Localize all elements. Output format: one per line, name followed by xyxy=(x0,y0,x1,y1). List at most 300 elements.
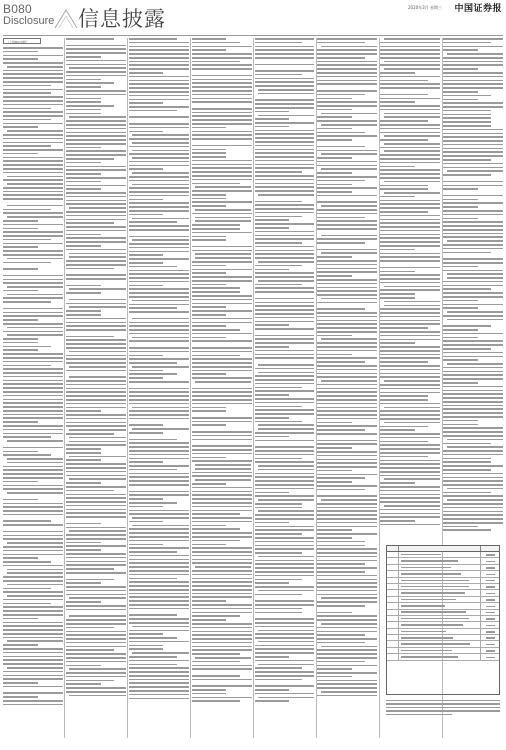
text-line xyxy=(66,494,126,496)
text-line xyxy=(443,511,503,513)
text-line xyxy=(3,633,63,635)
text-line xyxy=(3,220,38,222)
text-line xyxy=(317,575,377,577)
text-line xyxy=(129,187,189,189)
text-line xyxy=(69,366,125,368)
table-cell-text xyxy=(401,554,441,556)
text-line xyxy=(192,370,252,372)
text-line xyxy=(192,138,252,140)
text-line xyxy=(192,123,252,125)
text-line xyxy=(255,342,315,344)
text-line xyxy=(192,604,252,606)
text-line xyxy=(321,205,377,207)
text-line xyxy=(443,288,491,290)
text-line xyxy=(255,503,303,505)
text-line xyxy=(192,487,252,489)
text-line xyxy=(255,594,303,596)
text-line xyxy=(7,205,63,207)
text-line xyxy=(132,428,188,430)
text-line xyxy=(129,608,189,610)
text-line xyxy=(129,229,189,231)
text-line xyxy=(255,440,315,442)
text-line xyxy=(7,130,63,132)
text-line xyxy=(66,181,101,183)
issue-date: 2020年3月 xyxy=(407,5,429,10)
table-cell-index xyxy=(387,590,399,595)
text-line xyxy=(255,335,315,337)
text-line xyxy=(66,147,101,149)
text-line xyxy=(3,361,63,363)
text-line xyxy=(317,308,365,310)
text-line xyxy=(380,354,440,356)
text-line xyxy=(255,645,315,647)
table-cell-name xyxy=(399,616,481,621)
text-line xyxy=(317,485,377,487)
text-line xyxy=(380,308,440,310)
text-line xyxy=(321,380,377,382)
text-line xyxy=(66,211,126,213)
text-line xyxy=(255,458,303,460)
text-line xyxy=(3,535,63,537)
text-line xyxy=(192,642,252,644)
text-line xyxy=(443,307,478,309)
text-line xyxy=(3,55,63,57)
text-line xyxy=(380,342,415,344)
text-line xyxy=(255,398,315,400)
text-line xyxy=(192,164,252,166)
text-line xyxy=(192,82,252,84)
text-line xyxy=(443,344,503,346)
text-line xyxy=(443,529,491,531)
text-line xyxy=(66,579,114,581)
text-line xyxy=(3,77,63,79)
text-line xyxy=(66,403,126,405)
table-cell-text xyxy=(486,567,495,569)
text-line xyxy=(255,375,315,377)
text-line xyxy=(380,482,415,484)
text-line xyxy=(255,130,315,132)
text-line xyxy=(317,399,377,401)
text-line xyxy=(255,514,315,516)
column-divider xyxy=(190,38,191,738)
table-cell-value xyxy=(481,603,499,608)
text-line xyxy=(255,567,315,569)
text-line xyxy=(66,649,114,651)
text-line xyxy=(255,626,315,628)
text-line xyxy=(443,210,503,212)
table-cell-text xyxy=(401,611,466,613)
text-line xyxy=(192,115,252,117)
text-line xyxy=(255,454,315,456)
text-line xyxy=(317,105,377,107)
text-line xyxy=(317,249,377,251)
text-line xyxy=(255,357,315,359)
text-line xyxy=(129,432,164,434)
text-line xyxy=(255,175,315,177)
text-line xyxy=(443,329,478,331)
text-line xyxy=(443,133,503,135)
text-line xyxy=(380,460,440,462)
text-line xyxy=(192,64,252,66)
text-line xyxy=(66,192,126,194)
text-line xyxy=(255,495,315,497)
text-line xyxy=(3,323,63,325)
text-line xyxy=(258,465,314,467)
text-line xyxy=(317,489,365,491)
text-line xyxy=(192,661,240,663)
text-line xyxy=(129,562,189,564)
text-line xyxy=(255,122,315,124)
text-line xyxy=(192,160,252,162)
text-line xyxy=(3,682,38,684)
text-line xyxy=(380,109,440,111)
text-line xyxy=(255,648,315,650)
text-line xyxy=(66,486,126,488)
text-line xyxy=(192,410,227,412)
text-line xyxy=(317,346,377,348)
text-line xyxy=(66,185,126,187)
text-line xyxy=(129,254,164,256)
text-line xyxy=(380,399,428,401)
text-line xyxy=(195,468,251,470)
text-line xyxy=(443,507,503,509)
text-line xyxy=(443,526,478,528)
text-line xyxy=(7,640,63,642)
text-line xyxy=(129,679,189,681)
text-line xyxy=(66,564,126,566)
text-line xyxy=(317,518,377,520)
text-line xyxy=(317,470,352,472)
text-line xyxy=(255,231,315,233)
text-line xyxy=(384,301,440,303)
text-line xyxy=(69,597,125,599)
text-line xyxy=(66,215,126,217)
text-line xyxy=(255,660,315,662)
text-line xyxy=(380,316,440,318)
text-line xyxy=(443,427,503,429)
text-line xyxy=(317,615,377,617)
text-line xyxy=(129,391,189,393)
text-line xyxy=(443,125,491,127)
text-line xyxy=(192,570,252,572)
text-line xyxy=(192,46,252,48)
text-line xyxy=(66,274,126,276)
text-line xyxy=(192,581,252,583)
text-line xyxy=(3,391,63,393)
text-line xyxy=(192,449,252,451)
text-line xyxy=(3,231,63,233)
text-line xyxy=(258,194,314,196)
text-line xyxy=(255,450,315,452)
newspaper-masthead: 中国证券报 xyxy=(454,4,502,14)
text-line xyxy=(192,152,227,154)
text-line xyxy=(380,49,440,51)
text-line xyxy=(317,98,352,100)
text-line xyxy=(380,230,440,232)
text-line xyxy=(192,351,252,353)
text-line xyxy=(7,294,63,296)
text-line xyxy=(255,164,315,166)
text-line xyxy=(66,590,126,592)
text-line xyxy=(195,381,251,383)
text-line xyxy=(192,98,252,100)
text-line xyxy=(192,213,252,215)
text-line xyxy=(192,439,252,441)
text-line xyxy=(443,458,491,460)
text-line xyxy=(129,87,189,89)
text-line xyxy=(258,556,314,558)
text-line xyxy=(317,414,377,416)
text-line xyxy=(255,160,315,162)
text-line xyxy=(66,399,126,401)
text-line xyxy=(3,675,63,677)
page-code: B080 xyxy=(3,2,32,16)
text-line xyxy=(443,348,491,350)
text-line xyxy=(443,408,503,410)
table-cell-value xyxy=(481,584,499,589)
text-line xyxy=(192,532,252,534)
text-line xyxy=(317,579,377,581)
text-line xyxy=(192,510,252,512)
text-line xyxy=(443,386,503,388)
text-line xyxy=(3,576,63,578)
text-line xyxy=(380,486,440,488)
text-line xyxy=(258,499,314,501)
text-line xyxy=(3,338,38,340)
text-line xyxy=(317,228,377,230)
text-line xyxy=(192,228,240,230)
text-line xyxy=(443,262,503,264)
text-line xyxy=(129,138,189,140)
text-line xyxy=(66,128,126,130)
text-line xyxy=(192,679,252,681)
text-line xyxy=(192,634,252,636)
text-line xyxy=(380,312,440,314)
table-cell-text xyxy=(401,643,470,645)
text-line xyxy=(443,435,503,437)
text-line xyxy=(7,492,63,494)
table-cell-value xyxy=(481,654,499,659)
text-line xyxy=(192,246,252,248)
text-line xyxy=(129,442,189,444)
page-header xyxy=(0,0,506,34)
text-line xyxy=(255,313,315,315)
text-line xyxy=(255,545,315,547)
text-line xyxy=(129,131,164,133)
text-line xyxy=(129,329,189,331)
text-line xyxy=(192,697,252,699)
text-line xyxy=(447,170,503,172)
text-line xyxy=(66,516,126,518)
text-column xyxy=(129,38,189,738)
text-line xyxy=(66,82,114,84)
text-line xyxy=(66,407,126,409)
text-line xyxy=(317,350,377,352)
text-line xyxy=(66,339,126,341)
text-line xyxy=(3,686,63,688)
text-line xyxy=(443,495,503,497)
text-line xyxy=(317,146,365,148)
text-line xyxy=(3,126,38,128)
text-line xyxy=(317,201,377,203)
text-line xyxy=(258,280,314,282)
text-line xyxy=(129,116,189,118)
text-line xyxy=(321,691,377,693)
text-line xyxy=(129,618,189,620)
text-line xyxy=(129,322,189,324)
text-line xyxy=(317,433,377,435)
text-line xyxy=(255,149,315,151)
table-cell-name xyxy=(399,565,481,570)
text-line xyxy=(192,287,240,289)
text-line xyxy=(192,318,252,320)
text-line xyxy=(129,102,164,104)
continued-heading xyxy=(3,38,41,44)
text-line xyxy=(129,273,189,275)
text-line xyxy=(317,116,352,118)
table-cell-name xyxy=(399,648,481,653)
text-line xyxy=(317,477,365,479)
text-line xyxy=(3,514,63,516)
text-line xyxy=(255,571,315,573)
text-line xyxy=(132,157,188,159)
text-line xyxy=(255,402,315,404)
text-line xyxy=(7,572,63,574)
text-line xyxy=(255,575,315,577)
text-line xyxy=(380,444,440,446)
text-line xyxy=(66,203,126,205)
text-line xyxy=(317,294,377,296)
text-line xyxy=(192,391,252,393)
text-line xyxy=(317,342,377,344)
text-line xyxy=(3,160,63,162)
text-line xyxy=(443,352,503,354)
text-line xyxy=(258,89,314,91)
text-line xyxy=(447,53,503,55)
text-line xyxy=(129,46,189,48)
text-line xyxy=(317,545,365,547)
text-line xyxy=(380,245,440,247)
text-line xyxy=(380,350,440,352)
text-line xyxy=(3,153,38,155)
text-line xyxy=(129,544,164,546)
text-line xyxy=(443,405,503,407)
text-line xyxy=(317,224,377,226)
text-line xyxy=(192,284,227,286)
text-line xyxy=(317,605,365,607)
text-line xyxy=(132,142,188,144)
text-line xyxy=(255,201,303,203)
text-line xyxy=(317,451,377,453)
text-line xyxy=(3,70,63,72)
footer-text-line xyxy=(386,710,500,711)
text-line xyxy=(380,207,440,209)
text-line xyxy=(255,379,315,381)
text-line xyxy=(255,85,315,87)
text-line xyxy=(317,271,377,273)
text-line xyxy=(66,561,126,563)
text-line xyxy=(443,159,491,161)
table-cell-text xyxy=(486,599,495,601)
text-line xyxy=(192,693,227,695)
text-line xyxy=(66,422,126,424)
text-line xyxy=(255,413,315,415)
text-line xyxy=(3,149,63,151)
text-line xyxy=(129,296,189,298)
text-line xyxy=(192,194,227,196)
text-line xyxy=(66,196,126,198)
text-line xyxy=(129,604,189,606)
text-line xyxy=(3,561,51,563)
text-line xyxy=(3,546,63,548)
text-line xyxy=(66,303,126,305)
text-line xyxy=(3,297,63,299)
text-line xyxy=(192,183,240,185)
text-line xyxy=(192,506,252,508)
text-line xyxy=(66,101,101,103)
text-line xyxy=(129,637,177,639)
text-line xyxy=(129,480,189,482)
text-line xyxy=(69,695,125,697)
text-line xyxy=(443,431,503,433)
text-line xyxy=(129,42,189,44)
text-line xyxy=(3,387,63,389)
text-line xyxy=(66,395,126,397)
text-line xyxy=(3,606,63,608)
text-line xyxy=(255,484,315,486)
table-cell-name xyxy=(399,558,481,563)
text-line xyxy=(317,443,377,445)
text-line xyxy=(258,641,314,643)
text-line xyxy=(380,154,440,156)
text-line xyxy=(317,657,377,659)
text-line xyxy=(69,668,125,670)
text-line xyxy=(380,524,440,526)
text-line xyxy=(66,150,126,152)
text-line xyxy=(255,693,315,695)
text-line xyxy=(192,547,252,549)
table-cell-value xyxy=(481,552,499,557)
text-line xyxy=(66,135,126,137)
text-line xyxy=(255,152,315,154)
text-line xyxy=(317,680,377,682)
table-cell-text xyxy=(486,631,495,633)
text-line xyxy=(443,102,503,104)
text-line xyxy=(129,191,189,193)
text-line xyxy=(255,608,303,610)
text-line xyxy=(66,627,114,629)
text-line xyxy=(443,42,491,44)
text-line xyxy=(192,653,240,655)
text-line xyxy=(255,321,315,323)
table-cell-name xyxy=(399,629,481,634)
text-line xyxy=(321,298,377,300)
text-line xyxy=(317,590,377,592)
text-line xyxy=(317,94,365,96)
text-line xyxy=(66,322,126,324)
text-line xyxy=(192,589,252,591)
text-line xyxy=(192,280,252,282)
text-line xyxy=(317,503,377,505)
text-line xyxy=(317,552,377,554)
text-line xyxy=(443,281,503,283)
text-line xyxy=(3,115,63,117)
text-line xyxy=(380,105,440,107)
text-line xyxy=(66,325,126,327)
text-line xyxy=(317,665,377,667)
text-line xyxy=(380,253,440,255)
text-line xyxy=(443,397,503,399)
